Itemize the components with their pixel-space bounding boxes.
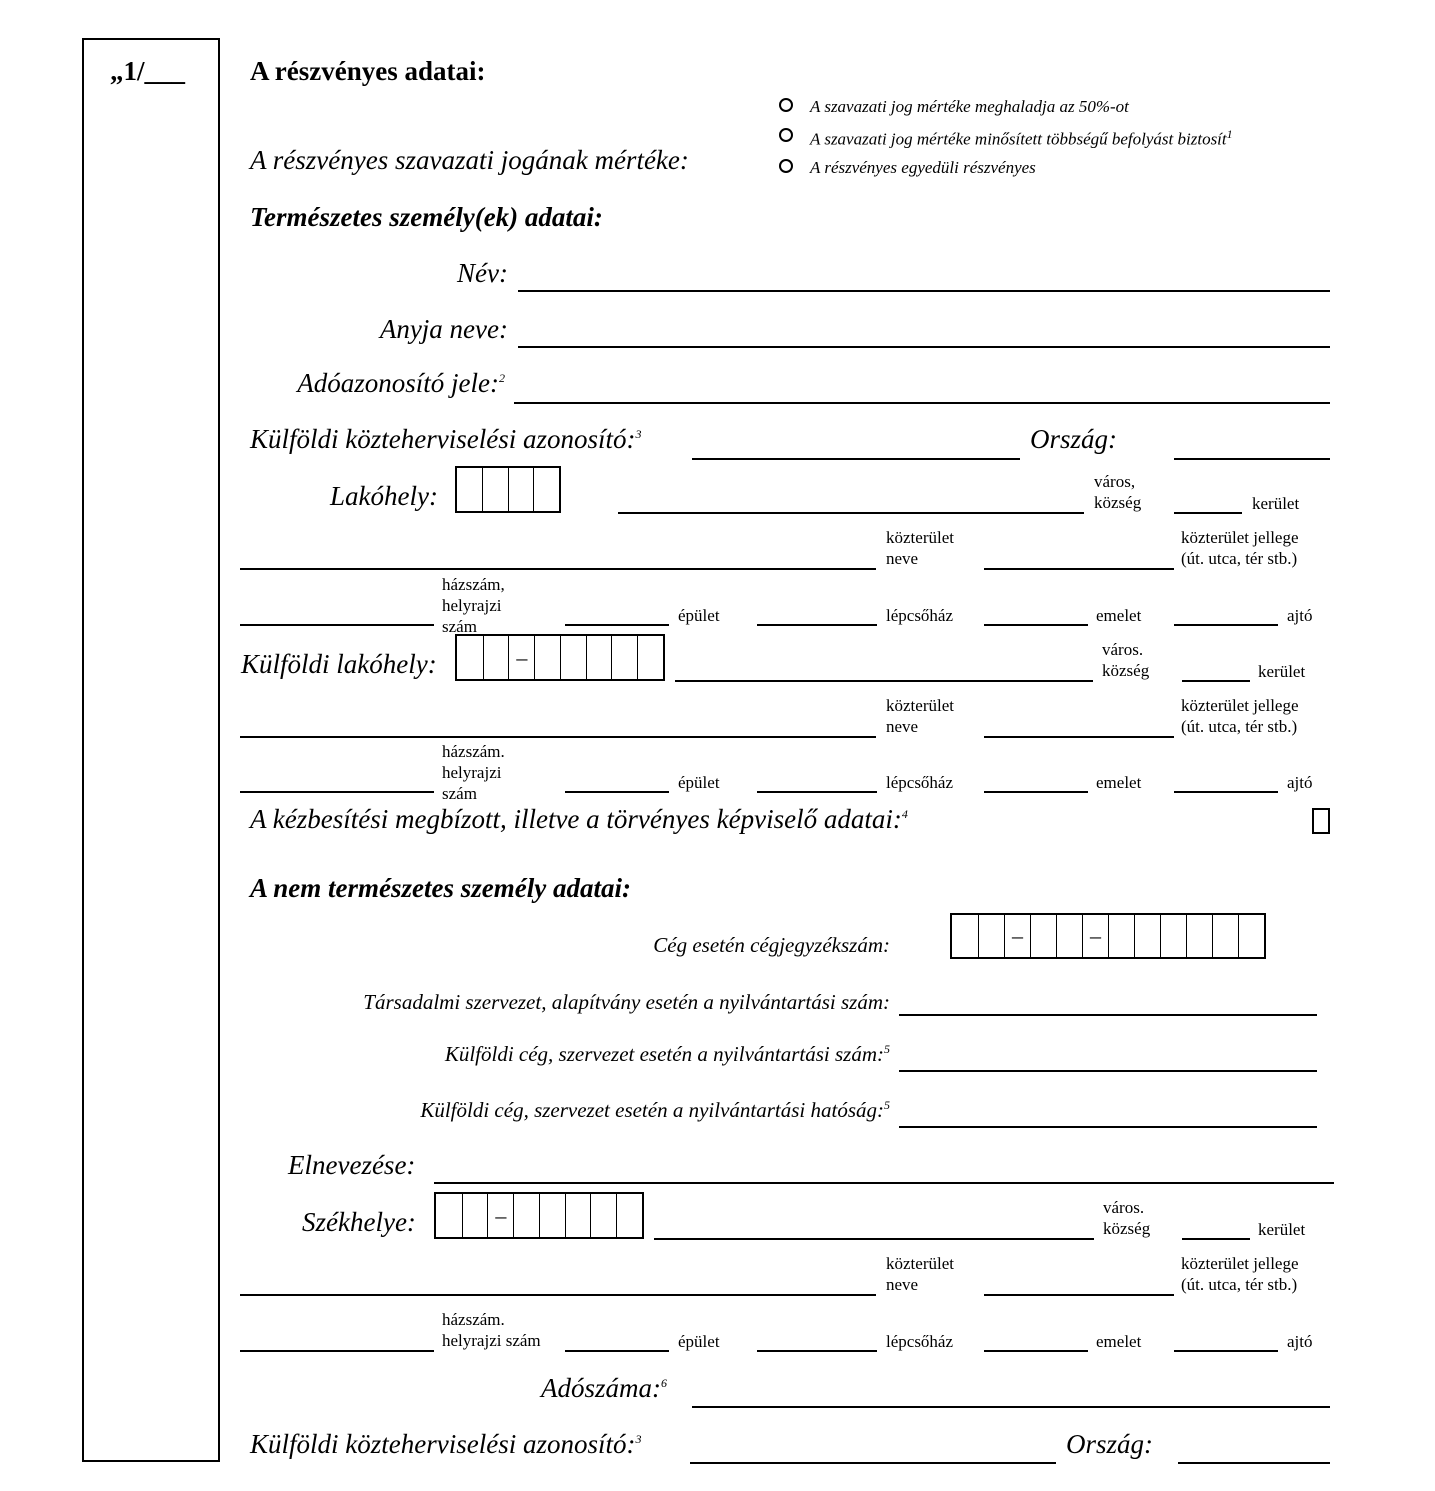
postal-code-boxes[interactable] — [455, 466, 561, 513]
delivery-agent-label: A kézbesítési megbízott, illetve a törvényes képviselő adatai:$^4$ — [250, 804, 908, 834]
name-field[interactable] — [518, 268, 1330, 292]
seat-house-number-field[interactable] — [240, 1330, 434, 1352]
seat-district-label: kerület — [1258, 1220, 1306, 1239]
social-org-label: Társadalmi szervezet, alapítvány esetén a nyilvántartási szám: — [363, 990, 890, 1014]
floor-field[interactable] — [984, 604, 1088, 626]
voting-option-2-radio[interactable] — [779, 128, 793, 142]
foreign-id-field[interactable] — [692, 436, 1020, 460]
postal-digit[interactable] — [457, 468, 482, 511]
seat-staircase-label: lépcsőház — [886, 1332, 954, 1351]
city-field[interactable] — [618, 492, 1084, 514]
district-field[interactable] — [1174, 492, 1242, 514]
tax-id-field[interactable] — [514, 380, 1330, 404]
reg-digit[interactable] — [1056, 915, 1082, 957]
voting-option-2-label: A szavazati jog mértéke minősített többségű befolyást biztosít$^1$ — [810, 127, 1233, 149]
seat-floor-field[interactable] — [984, 1330, 1088, 1352]
left-margin-box — [82, 38, 220, 1462]
foreign-street-name-field[interactable] — [240, 716, 876, 738]
foreign-city-label: város. község — [1102, 640, 1150, 680]
seat-door-label: ajtó — [1287, 1332, 1313, 1351]
seat-street-type-label: közterület jellege (út. utca, tér stb.) — [1181, 1254, 1299, 1294]
foreign-house-number-label: házszám. helyrajzi szám — [442, 742, 505, 803]
foreign-city-field[interactable] — [675, 660, 1093, 682]
seat-street-name-label: közterület neve — [886, 1254, 954, 1294]
country-field[interactable] — [1174, 436, 1330, 460]
seat-district-field[interactable] — [1182, 1218, 1250, 1240]
seat-building-field[interactable] — [565, 1330, 669, 1352]
reg-dash: – — [1082, 915, 1108, 957]
foreign-postal-code-boxes[interactable] — [455, 634, 665, 681]
postal-digit[interactable] — [513, 1194, 539, 1237]
entity-name-field[interactable] — [434, 1160, 1334, 1184]
seat-building-label: épület — [678, 1332, 720, 1351]
foreign-street-name-label: közterület neve — [886, 696, 954, 736]
reg-digit[interactable] — [1160, 915, 1186, 957]
reg-digit[interactable] — [1030, 915, 1056, 957]
reg-digit[interactable] — [1134, 915, 1160, 957]
postal-dash: – — [487, 1194, 513, 1237]
legal-foreign-id-field[interactable] — [690, 1440, 1056, 1464]
door-field[interactable] — [1174, 604, 1278, 626]
company-tax-no-label: Adószáma:$^6$ — [541, 1373, 667, 1403]
company-reg-label: Cég esetén cégjegyzékszám: — [653, 933, 890, 957]
tax-id-label: Adóazonosító jele:$^2$ — [297, 368, 505, 398]
postal-digit[interactable] — [637, 636, 663, 679]
reg-digit[interactable] — [978, 915, 1004, 957]
seat-city-field[interactable] — [654, 1218, 1094, 1240]
building-label: épület — [678, 606, 720, 625]
foreign-house-number-field[interactable] — [240, 771, 434, 793]
foreign-staircase-label: lépcsőház — [886, 773, 954, 792]
street-name-label: közterület neve — [886, 528, 954, 568]
legal-entity-title: A nem természetes személy adatai: — [250, 873, 631, 903]
legal-country-field[interactable] — [1178, 1440, 1330, 1464]
voting-option-1-radio[interactable] — [779, 98, 793, 112]
foreign-id-label: Külföldi közteherviselési azonosító:$^3$ — [250, 424, 642, 454]
mother-name-field[interactable] — [518, 324, 1330, 348]
foreign-authority-field[interactable] — [899, 1106, 1317, 1128]
postal-digit[interactable] — [482, 468, 508, 511]
foreign-reg-no-label: Külföldi cég, szervezet esetén a nyilvántartási szám:$^5$ — [444, 1042, 890, 1066]
seat-postal-code-boxes[interactable] — [434, 1192, 644, 1239]
foreign-floor-label: emelet — [1096, 773, 1142, 792]
house-number-field[interactable] — [240, 604, 434, 626]
postal-digit[interactable] — [560, 636, 586, 679]
voting-option-3-label: A részvényes egyedüli részvényes — [810, 158, 1036, 177]
seat-door-field[interactable] — [1174, 1330, 1278, 1352]
postal-digit[interactable] — [616, 1194, 642, 1237]
seat-label: Székhelye: — [302, 1207, 416, 1237]
city-label: város, község — [1094, 472, 1142, 512]
country-label: Ország: — [1030, 424, 1118, 454]
legal-foreign-id-label: Külföldi közteherviselési azonosító:$^3$ — [250, 1429, 642, 1459]
reg-digit[interactable] — [952, 915, 978, 957]
postal-digit[interactable] — [462, 1194, 488, 1237]
seat-floor-label: emelet — [1096, 1332, 1142, 1351]
postal-digit[interactable] — [586, 636, 612, 679]
seat-street-type-field[interactable] — [984, 1274, 1174, 1296]
street-name-field[interactable] — [240, 548, 876, 570]
postal-digit[interactable] — [436, 1194, 462, 1237]
postal-digit[interactable] — [457, 636, 483, 679]
social-org-field[interactable] — [899, 994, 1317, 1016]
postal-digit[interactable] — [539, 1194, 565, 1237]
foreign-floor-field[interactable] — [984, 771, 1088, 793]
foreign-building-field[interactable] — [565, 771, 669, 793]
postal-digit[interactable] — [534, 636, 560, 679]
building-field[interactable] — [565, 604, 669, 626]
natural-person-title: Természetes személy(ek) adatai: — [250, 202, 603, 232]
foreign-street-type-field[interactable] — [984, 716, 1174, 738]
foreign-authority-label: Külföldi cég, szervezet esetén a nyilvántartási hatóság:$^5$ — [420, 1098, 890, 1122]
reg-digit[interactable] — [1186, 915, 1212, 957]
postal-digit[interactable] — [565, 1194, 591, 1237]
seat-house-number-label: házszám. helyrajzi szám — [442, 1310, 541, 1350]
reg-digit[interactable] — [1212, 915, 1238, 957]
staircase-field[interactable] — [757, 604, 877, 626]
entity-name-label: Elnevezése: — [288, 1150, 416, 1180]
legal-country-label: Ország: — [1066, 1429, 1154, 1459]
foreign-building-label: épület — [678, 773, 720, 792]
foreign-street-type-label: közterület jellege (út. utca, tér stb.) — [1181, 696, 1299, 736]
reg-dash: – — [1004, 915, 1030, 957]
foreign-district-field[interactable] — [1182, 660, 1250, 682]
delivery-agent-checkbox[interactable] — [1312, 808, 1330, 834]
reg-digit[interactable] — [1238, 915, 1264, 957]
district-label: kerület — [1252, 494, 1300, 513]
postal-digit[interactable] — [533, 468, 559, 511]
foreign-reg-no-field[interactable] — [899, 1050, 1317, 1072]
staircase-label: lépcsőház — [886, 606, 954, 625]
mother-name-label: Anyja neve: — [379, 314, 508, 344]
foreign-residence-label: Külföldi lakóhely: — [241, 649, 437, 679]
company-reg-boxes[interactable] — [950, 913, 1266, 959]
postal-digit[interactable] — [590, 1194, 616, 1237]
foreign-staircase-field[interactable] — [757, 771, 877, 793]
voting-option-3-radio[interactable] — [779, 159, 793, 173]
reg-digit[interactable] — [1108, 915, 1134, 957]
voting-label: A részvényes szavazati jogának mértéke: — [250, 145, 689, 175]
seat-street-name-field[interactable] — [240, 1274, 876, 1296]
foreign-district-label: kerület — [1258, 662, 1306, 681]
floor-label: emelet — [1096, 606, 1142, 625]
street-type-label: közterület jellege (út. utca, tér stb.) — [1181, 528, 1299, 568]
street-type-field[interactable] — [984, 548, 1174, 570]
foreign-door-field[interactable] — [1174, 771, 1278, 793]
residence-label: Lakóhely: — [330, 481, 438, 511]
seat-staircase-field[interactable] — [757, 1330, 877, 1352]
voting-option-1-label: A szavazati jog mértéke meghaladja az 50%-ot — [810, 97, 1129, 116]
page-number: „1/___ — [110, 56, 186, 86]
seat-city-label: város. község — [1103, 1198, 1151, 1238]
section-title: A részvényes adatai: — [250, 56, 486, 86]
postal-digit[interactable] — [508, 468, 534, 511]
postal-dash: – — [508, 636, 534, 679]
foreign-door-label: ajtó — [1287, 773, 1313, 792]
company-tax-no-field[interactable] — [692, 1384, 1330, 1408]
house-number-label: házszám, helyrajzi szám — [442, 575, 505, 636]
postal-digit[interactable] — [611, 636, 637, 679]
name-label: Név: — [457, 258, 508, 288]
door-label: ajtó — [1287, 606, 1313, 625]
postal-digit[interactable] — [483, 636, 509, 679]
